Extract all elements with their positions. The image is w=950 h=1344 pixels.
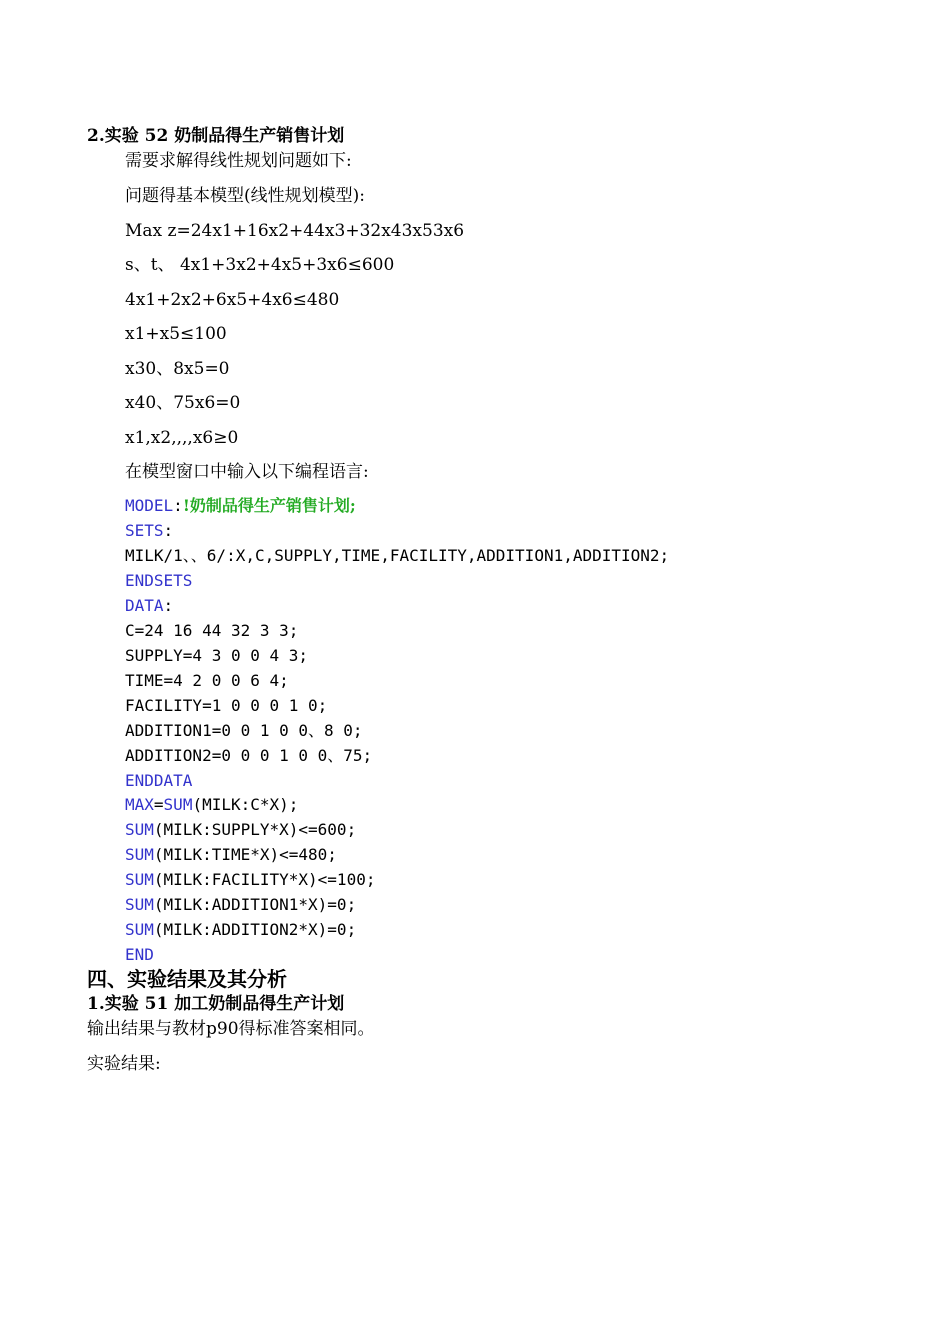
code-keyword: SUM <box>125 845 154 864</box>
intro-text: 需要求解得线性规划问题如下: <box>125 151 352 171</box>
code-line-c: C=24 16 44 32 3 3; <box>125 621 299 640</box>
code-line-data <box>125 598 173 614</box>
code-keyword: DATA <box>125 596 164 615</box>
section-heading-results: 四、实验结果及其分析 <box>87 967 287 991</box>
model-objective: Max z=24x1+16x2+44x3+32x43x53x6 <box>125 221 465 241</box>
code-keyword: SUM <box>163 795 193 814</box>
code-line-supply: SUPPLY=4 3 0 0 4 3; <box>125 646 309 665</box>
code-keyword: SUM <box>125 870 154 889</box>
code-comment: !奶制品得生产销售计划; <box>182 496 356 515</box>
results-label: 实验结果: <box>87 1054 161 1074</box>
code-text: : <box>173 496 183 515</box>
code-text: (MILK:ADDITION2*X)=0; <box>153 920 357 939</box>
code-text: (MILK:TIME*X)<=480; <box>153 845 337 864</box>
code-line-model <box>125 498 356 514</box>
code-line-sets <box>125 523 173 539</box>
subsection-heading-exp51: 1.实验 51 加工奶制品得生产计划 <box>87 994 345 1014</box>
code-text: (MILK:C*X); <box>192 795 299 814</box>
input-note: 在模型窗口中输入以下编程语言: <box>125 462 369 482</box>
code-line-sum-addition2 <box>125 922 356 938</box>
model-constraint-6: x1,x2,,,,x6≥0 <box>125 428 239 448</box>
code-line-end: END <box>125 945 154 964</box>
results-paragraph: 输出结果与教材p90得标准答案相同。 <box>87 1019 375 1039</box>
code-text: (MILK:SUPPLY*X)<=600; <box>153 820 357 839</box>
model-constraint-1: s、t、 4x1+3x2+4x5+3x6≤600 <box>125 255 395 275</box>
code-text: (MILK:FACILITY*X)<=100; <box>153 870 376 889</box>
section-heading-exp52: 2.实验 52 奶制品得生产销售计划 <box>87 126 345 146</box>
code-line-addition2: ADDITION2=0 0 0 1 0 0、75; <box>125 746 373 765</box>
code-text: = <box>153 795 164 814</box>
model-constraint-3: x1+x5≤100 <box>125 324 227 344</box>
code-line-max <box>125 797 298 813</box>
code-line-enddata: ENDDATA <box>125 771 193 790</box>
code-line-time: TIME=4 2 0 0 6 4; <box>125 671 289 690</box>
code-line-milk: MILK/1、、6/:X,C,SUPPLY,TIME,FACILITY,ADDITION1,ADDITION2; <box>125 546 670 565</box>
code-keyword: MAX <box>125 795 154 814</box>
code-keyword: SUM <box>125 920 154 939</box>
model-constraint-4: x30、8x5=0 <box>125 359 230 379</box>
code-line-sum-supply <box>125 822 356 838</box>
code-text: : <box>163 596 174 615</box>
code-line-sum-addition1 <box>125 897 356 913</box>
code-line-addition1: ADDITION1=0 0 1 0 0、8 0; <box>125 721 363 740</box>
code-keyword: SUM <box>125 895 154 914</box>
code-line-sum-time <box>125 847 337 863</box>
code-text: : <box>163 521 174 540</box>
code-line-endsets: ENDSETS <box>125 571 193 590</box>
code-keyword: SUM <box>125 820 154 839</box>
model-constraint-5: x40、75x6=0 <box>125 393 241 413</box>
code-line-sum-facility <box>125 872 375 888</box>
code-keyword: SETS <box>125 521 164 540</box>
code-keyword: MODEL <box>125 496 174 515</box>
model-title: 问题得基本模型(线性规划模型): <box>125 186 365 206</box>
code-line-facility: FACILITY=1 0 0 0 1 0; <box>125 696 328 715</box>
code-text: (MILK:ADDITION1*X)=0; <box>153 895 357 914</box>
model-constraint-2: 4x1+2x2+6x5+4x6≤480 <box>125 290 340 310</box>
